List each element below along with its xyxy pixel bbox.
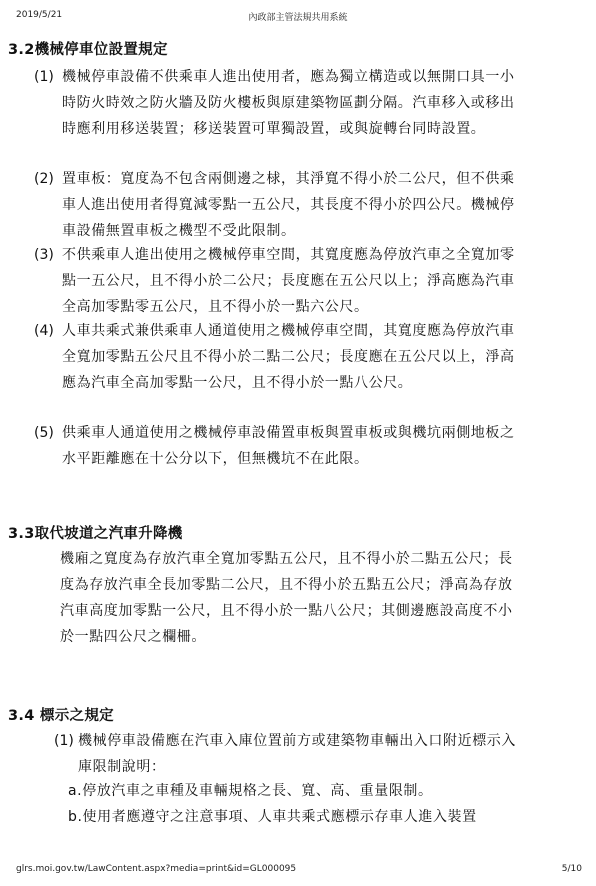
item-text: 機械停車設備不供乘車人進出使用者，應為獨立構造或以無開口具一小時防火時效之防火牆及防火樓板與原建築物區劃分隔。汽車移入或移出時應利用移送裝置；移送裝置可單獨設置，或與旋轉台同時設置。	[62, 69, 515, 137]
list-item	[34, 166, 524, 244]
print-header-title: 內政部主管法規共用系統	[248, 13, 348, 23]
item-text: 機械停車設備應在汽車入庫位置前方或建築物車輛出入口附近標示入庫限制說明：	[78, 733, 516, 775]
item-text: 置車板：寬度為不包含兩側邊之梂，其淨寬不得小於二公尺，但不供乘車人進出使用者得寬減零點一五公尺，其長度不得小於四公尺。機械停車設備無置車板之機型不受此限制。	[62, 171, 515, 239]
item-text: 不供乘車人進出使用之機械停車空間，其寬度應為停放汽車之全寬加零點一五公尺，且不得小於二公尺；長度應在五公尺以上；淨高應為汽車全高加零點零五公尺，且不得小於一點六公尺。	[62, 247, 515, 315]
item-text: 人車共乘式兼供乘車人通道使用之機械停車空間，其寬度應為停放汽車全寬加零點五公尺且不得小於二點二公尺；長度應在五公尺以上，淨高應為汽車全高加零點一公尺，且不得小於一點八公尺。	[62, 323, 515, 391]
list-item	[34, 242, 524, 320]
sub-list-item: a.停放汽車之車種及車輛規格之長、寬、高、重量限制。	[68, 783, 433, 799]
print-date: 2019/5/21	[16, 10, 63, 20]
sub-list-item: b.使用者應遵守之注意事項、人車共乘式應標示存車人進入裝置	[68, 809, 477, 825]
item-text: 供乘車人通道使用之機械停車設備置車板與置車板或與機坑兩側地板之水平距離應在十公分以下，但無機坑不在此限。	[62, 425, 515, 467]
list-item	[34, 64, 524, 142]
section-heading-3-3: 3.3取代坡道之汽車升降機	[8, 526, 183, 542]
item-number: (1)	[34, 69, 54, 85]
section-heading-3-2: 3.2機械停車位設置規定	[8, 42, 168, 58]
section-heading-3-4: 3.4 標示之規定	[8, 708, 114, 724]
item-number: (4)	[34, 323, 54, 339]
page-number: 5/10	[561, 864, 582, 874]
item-number: (3)	[34, 247, 54, 263]
list-item	[34, 318, 524, 396]
section-paragraph: 機廂之寬度為存放汽車全寬加零點五公尺，且不得小於二點五公尺；長度為存放汽車全長加零點二公尺，且不得小於五點五公尺；淨高為存放汽車高度加零點一公尺，且不得小於一點八公尺；其側邊應設高度不小於一點四公尺之欄柵。	[60, 551, 513, 645]
item-number: (2)	[34, 171, 54, 187]
print-footer-url: glrs.moi.gov.tw/LawContent.aspx?media=print&id=GL000095	[16, 864, 297, 874]
list-item	[54, 728, 522, 780]
item-number: (1)	[54, 733, 74, 749]
list-item	[34, 420, 524, 472]
item-number: (5)	[34, 425, 54, 441]
